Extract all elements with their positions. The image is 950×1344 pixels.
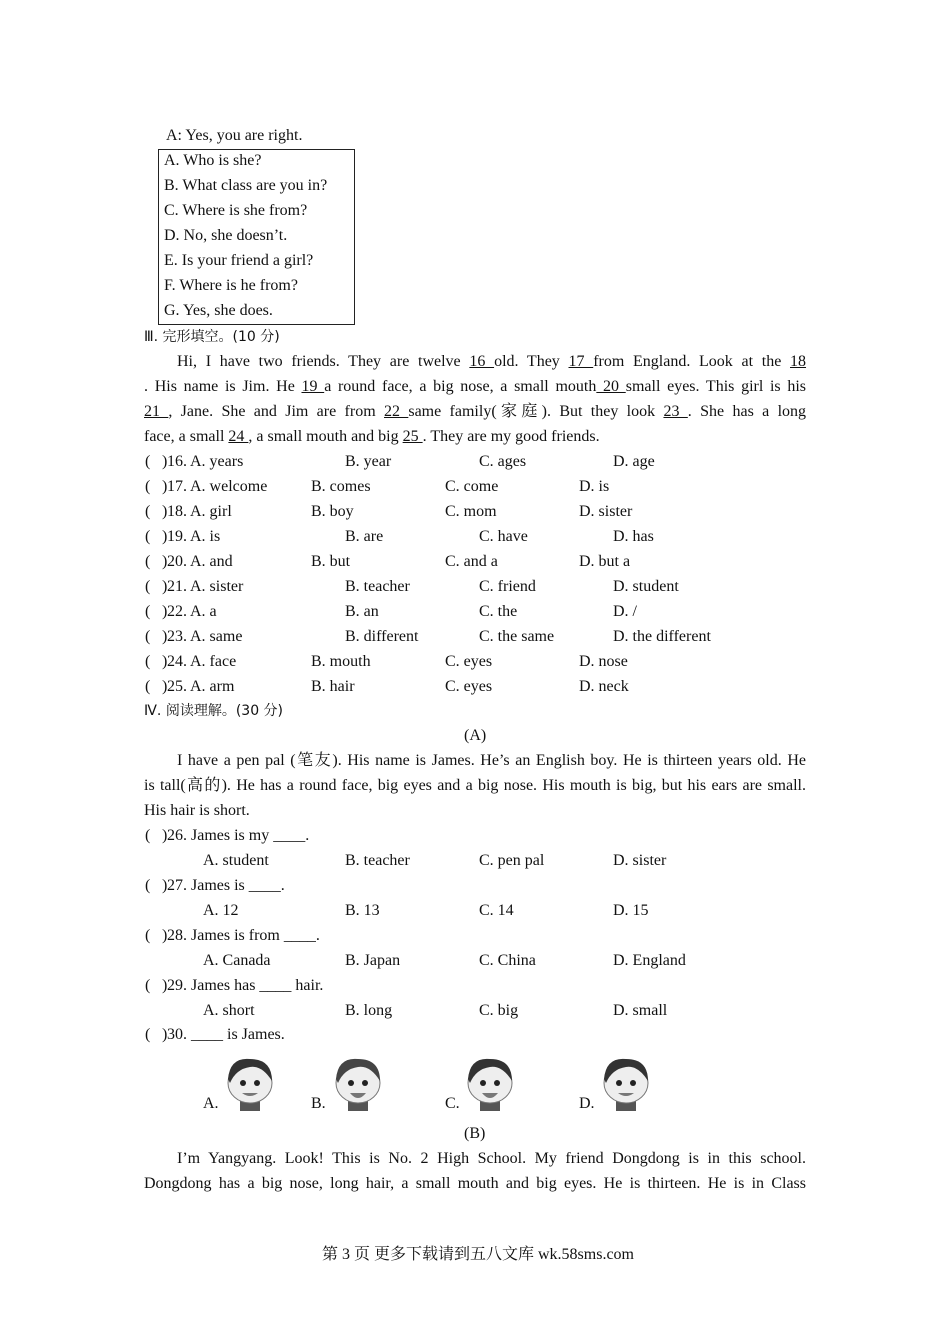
section-3-title: Ⅲ. 完形填空。(10 分) bbox=[144, 329, 280, 345]
choice-option: A. arm bbox=[190, 678, 235, 695]
answer-paren-open: ( bbox=[145, 453, 151, 470]
passage-text: . She has a long bbox=[687, 403, 807, 420]
answer-paren-open: ( bbox=[145, 603, 151, 620]
passage-text: a round face, a big nose, a small mouth bbox=[324, 378, 597, 395]
question-number: 18. bbox=[167, 503, 187, 520]
blank-number: 16 bbox=[469, 353, 495, 370]
question-number: 23. bbox=[167, 628, 187, 645]
passage-b-line: Dongdong has a big nose, long hair, a small mouth and big eyes. He is thirteen. He is in Class bbox=[144, 1175, 806, 1192]
passage-text: same family(家庭). But they look bbox=[408, 403, 664, 420]
answer-paren-close: ) bbox=[162, 553, 168, 570]
option-item: F. Where is he from? bbox=[164, 277, 298, 294]
question-number: 17. bbox=[167, 478, 187, 495]
boy-face-picture-d bbox=[598, 1053, 654, 1111]
answer-paren-close: ) bbox=[162, 678, 168, 695]
choice-option: B. different bbox=[345, 628, 419, 645]
question-number: 16. bbox=[167, 453, 187, 470]
choice-option: B. are bbox=[345, 528, 384, 545]
choice-option: A. and bbox=[190, 553, 233, 570]
answer-paren-close: ) bbox=[162, 628, 168, 645]
boy-face-picture-b bbox=[330, 1053, 386, 1111]
choice-option: A. bbox=[203, 1095, 219, 1112]
choice-option: C. friend bbox=[479, 578, 536, 595]
answer-paren-open: ( bbox=[145, 927, 151, 944]
answer-paren-close: ) bbox=[162, 603, 168, 620]
choice-option: D. but a bbox=[579, 553, 631, 570]
blank-number: 20 bbox=[596, 378, 626, 395]
blank-number: 24 bbox=[228, 428, 249, 445]
option-item: B. What class are you in? bbox=[164, 177, 328, 194]
passage-text: . They are my good friends. bbox=[422, 428, 600, 445]
choice-option: D. nose bbox=[579, 653, 628, 670]
question-number: 20. bbox=[167, 553, 187, 570]
blank-number: 21 bbox=[144, 403, 169, 420]
choice-option: A. face bbox=[190, 653, 237, 670]
choice-option: A. a bbox=[190, 603, 217, 620]
choice-option: C. China bbox=[479, 952, 536, 969]
passage-text: . His name is Jim. He bbox=[144, 378, 302, 395]
choice-option: C. mom bbox=[445, 503, 497, 520]
page-footer: 第 3 页 更多下载请到五八文库 wk.58sms.com bbox=[322, 1246, 635, 1263]
choice-option: B. Japan bbox=[345, 952, 401, 969]
choice-option: D. bbox=[579, 1095, 595, 1112]
choice-option: C. bbox=[445, 1095, 460, 1112]
choice-option: D. sister bbox=[613, 852, 667, 869]
choice-option: A. same bbox=[190, 628, 243, 645]
question-number: 19. bbox=[167, 528, 187, 545]
cloze-passage-line bbox=[144, 376, 806, 398]
answer-paren-open: ( bbox=[145, 628, 151, 645]
boy-face-picture-c bbox=[462, 1053, 518, 1111]
passage-text: small eyes. This girl is his bbox=[625, 378, 807, 395]
choice-option: C. the same bbox=[479, 628, 555, 645]
choice-option: D. student bbox=[613, 578, 679, 595]
choice-option: B. but bbox=[311, 553, 351, 570]
choice-option: B. an bbox=[345, 603, 379, 620]
boy-face-picture-a bbox=[222, 1053, 278, 1111]
choice-option: D. small bbox=[613, 1002, 668, 1019]
choice-option: B. comes bbox=[311, 478, 371, 495]
choice-option: C. come bbox=[445, 478, 499, 495]
cloze-passage-line bbox=[177, 351, 806, 373]
choice-option: D. age bbox=[613, 453, 655, 470]
choice-option: B. teacher bbox=[345, 578, 410, 595]
question-number: 24. bbox=[167, 653, 187, 670]
choice-option: D. neck bbox=[579, 678, 629, 695]
option-item: C. Where is she from? bbox=[164, 202, 308, 219]
answer-paren-open: ( bbox=[145, 977, 151, 994]
answer-paren-close: ) bbox=[162, 653, 168, 670]
passage-b-label: (B) bbox=[464, 1125, 486, 1142]
blank-number: 25 bbox=[402, 428, 423, 445]
choice-option: A. sister bbox=[190, 578, 244, 595]
answer-paren-open: ( bbox=[145, 528, 151, 545]
option-item: G. Yes, she does. bbox=[164, 302, 273, 319]
choice-option: D. 15 bbox=[613, 902, 649, 919]
question-stem: 29. James has ____ hair. bbox=[167, 977, 324, 994]
choice-option: A. 12 bbox=[203, 902, 239, 919]
option-item: D. No, she doesn’t. bbox=[164, 227, 288, 244]
answer-paren-open: ( bbox=[145, 553, 151, 570]
passage-text: face, a small bbox=[144, 428, 229, 445]
question-stem: 27. James is ____. bbox=[167, 877, 285, 894]
passage-a-line: His hair is short. bbox=[144, 802, 250, 819]
choice-option: C. big bbox=[479, 1002, 519, 1019]
passage-b-line: I’m Yangyang. Look! This is No. 2 High School. My friend Dongdong is in this school. bbox=[177, 1150, 806, 1167]
choice-option: D. the different bbox=[613, 628, 711, 645]
choice-option: C. have bbox=[479, 528, 528, 545]
answer-paren-close: ) bbox=[162, 578, 168, 595]
choice-option: A. welcome bbox=[190, 478, 268, 495]
answer-paren-open: ( bbox=[145, 503, 151, 520]
choice-option: B. bbox=[311, 1095, 326, 1112]
choice-option: C. eyes bbox=[445, 678, 493, 695]
answer-paren-open: ( bbox=[145, 478, 151, 495]
answer-paren-close: ) bbox=[162, 453, 168, 470]
choice-option: C. eyes bbox=[445, 653, 493, 670]
choice-option: B. teacher bbox=[345, 852, 410, 869]
section-4-title: Ⅳ. 阅读理解。(30 分) bbox=[144, 703, 284, 719]
passage-text: old. They bbox=[494, 353, 569, 370]
choice-option: C. pen pal bbox=[479, 852, 545, 869]
choice-option: B. mouth bbox=[311, 653, 371, 670]
answer-paren-close: ) bbox=[162, 478, 168, 495]
choice-option: C. and a bbox=[445, 553, 498, 570]
question-number: 21. bbox=[167, 578, 187, 595]
answer-paren-close: ) bbox=[162, 827, 168, 844]
choice-option: D. has bbox=[613, 528, 654, 545]
option-item: E. Is your friend a girl? bbox=[164, 252, 314, 269]
choice-option: A. years bbox=[190, 453, 244, 470]
choice-option: B. long bbox=[345, 1002, 393, 1019]
passage-text: Hi, I have two friends. They are twelve bbox=[177, 353, 470, 370]
choice-option: B. boy bbox=[311, 503, 354, 520]
cloze-passage-line bbox=[144, 401, 806, 423]
cloze-passage-line bbox=[144, 426, 806, 448]
answer-paren-close: ) bbox=[162, 927, 168, 944]
blank-number: 19 bbox=[301, 378, 325, 395]
answer-paren-open: ( bbox=[145, 653, 151, 670]
blank-number: 17 bbox=[568, 353, 594, 370]
answer-paren-close: ) bbox=[162, 877, 168, 894]
answer-paren-close: ) bbox=[162, 1026, 168, 1043]
choice-option: D. sister bbox=[579, 503, 633, 520]
choice-option: B. 13 bbox=[345, 902, 380, 919]
choice-option: B. hair bbox=[311, 678, 355, 695]
answer-paren-open: ( bbox=[145, 578, 151, 595]
choice-option: A. Canada bbox=[203, 952, 271, 969]
question-number: 22. bbox=[167, 603, 187, 620]
blank-number: 23 bbox=[663, 403, 688, 420]
passage-a-label: (A) bbox=[464, 727, 487, 744]
choice-option: C. ages bbox=[479, 453, 527, 470]
question-number: 25. bbox=[167, 678, 187, 695]
choice-option: D. England bbox=[613, 952, 686, 969]
answer-paren-open: ( bbox=[145, 827, 151, 844]
blank-number: 18 bbox=[790, 353, 807, 370]
choice-option: A. is bbox=[190, 528, 221, 545]
choice-option: A. girl bbox=[190, 503, 232, 520]
choice-option: D. / bbox=[613, 603, 637, 620]
choice-option: A. short bbox=[203, 1002, 255, 1019]
choice-option: D. is bbox=[579, 478, 610, 495]
choice-option: A. student bbox=[203, 852, 269, 869]
passage-a-line: I have a pen pal (笔友). His name is James. He’s an English boy. He is thirteen years old. He bbox=[177, 752, 806, 769]
answer-paren-open: ( bbox=[145, 877, 151, 894]
option-item: A. Who is she? bbox=[164, 152, 262, 169]
passage-a-line: is tall(高的). He has a round face, big eyes and a big nose. His mouth is big, but his ears are small. bbox=[144, 777, 806, 794]
answer-paren-open: ( bbox=[145, 1026, 151, 1043]
answer-paren-close: ) bbox=[162, 977, 168, 994]
choice-option: C. 14 bbox=[479, 902, 514, 919]
passage-text: , Jane. She and Jim are from bbox=[168, 403, 384, 420]
question-stem: 26. James is my ____. bbox=[167, 827, 310, 844]
choice-option: C. the bbox=[479, 603, 518, 620]
answer-paren-close: ) bbox=[162, 503, 168, 520]
passage-text: , a small mouth and big bbox=[248, 428, 403, 445]
answer-paren-open: ( bbox=[145, 678, 151, 695]
question-stem: 30. ____ is James. bbox=[167, 1026, 285, 1043]
question-stem: 28. James is from ____. bbox=[167, 927, 320, 944]
choice-option: B. year bbox=[345, 453, 392, 470]
dialogue-line: A: Yes, you are right. bbox=[166, 127, 303, 144]
answer-paren-close: ) bbox=[162, 528, 168, 545]
blank-number: 22 bbox=[384, 403, 409, 420]
passage-text: from England. Look at the bbox=[593, 353, 791, 370]
